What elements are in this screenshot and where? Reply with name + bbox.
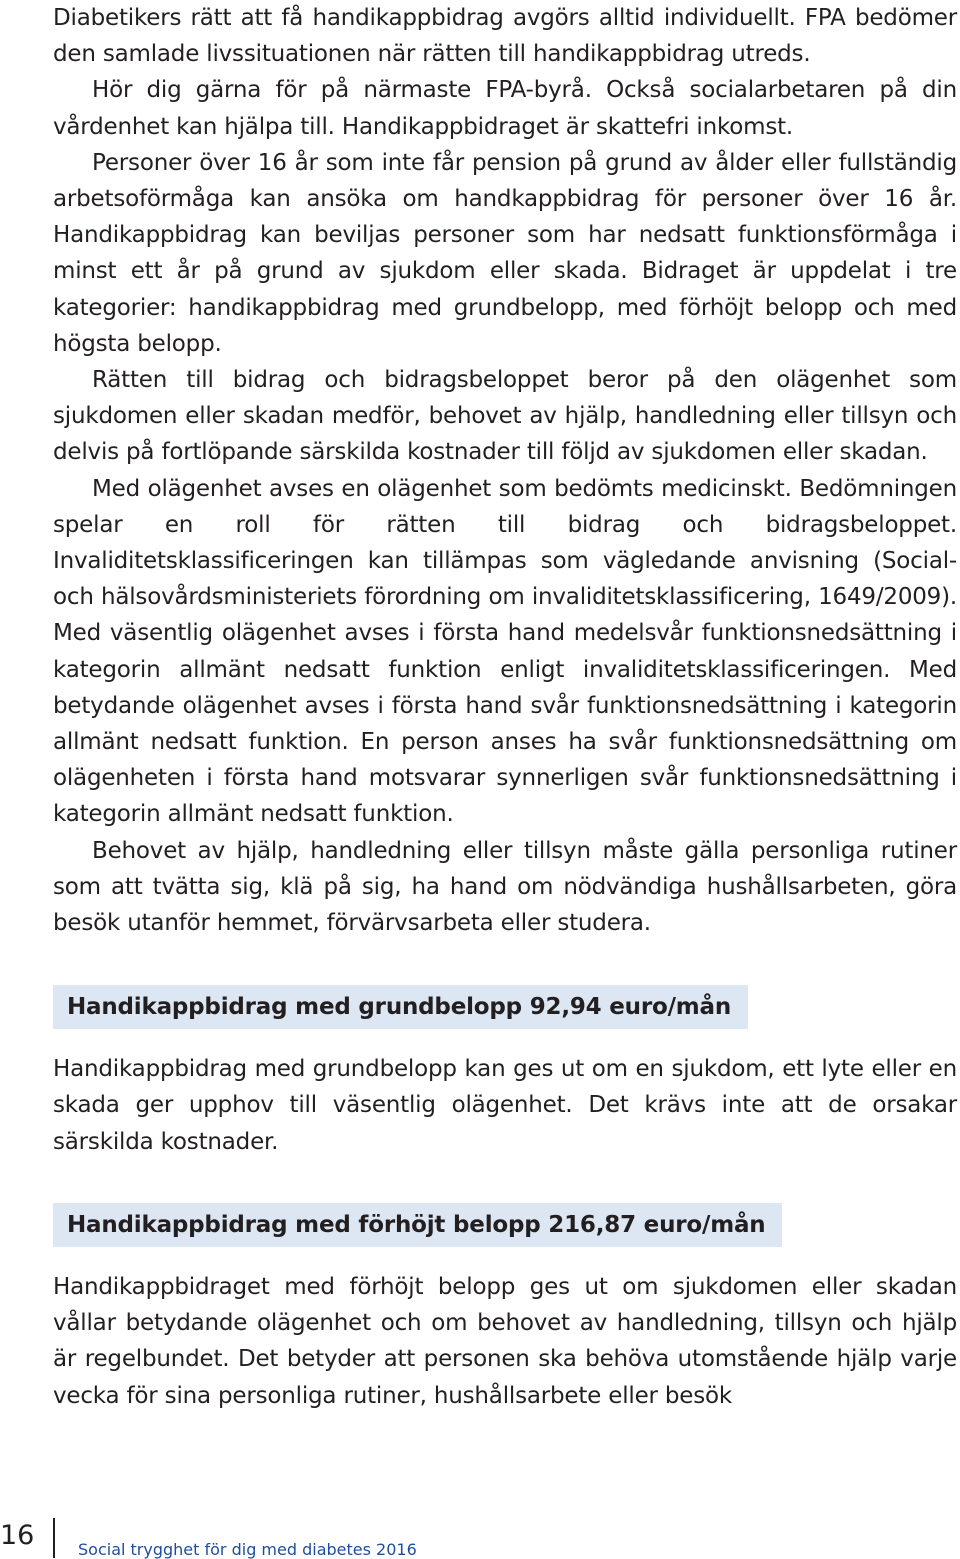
- publication-title: Social trygghet för dig med diabetes 2016: [78, 1540, 417, 1559]
- document-body: [53, 0, 957, 1414]
- section-heading-basic-amount: Handikappbidrag med grundbelopp 92,94 euro/mån: [53, 985, 748, 1029]
- paragraph: Diabetikers rätt att få handikappbidrag avgörs alltid individuellt. FPA bedömer den samlade livssituationen när rätten till handikappbidrag utreds.: [53, 5, 957, 68]
- section-heading-increased-amount: Handikappbidrag med förhöjt belopp 216,87 euro/mån: [53, 1203, 782, 1247]
- paragraph: Rätten till bidrag och bidragsbeloppet beror på den olägenhet som sjukdomen eller skadan medför, behovet av hjälp, handledning eller tillsyn och delvis på fortlöpande särskilda kostnader till följd av sjukdomen eller skadan.: [53, 367, 957, 466]
- intro-paragraphs: [53, 0, 957, 941]
- paragraph: Hör dig gärna för på närmaste FPA-byrå. Också socialarbetaren på din vårdenhet kan hjälpa till. Handikappbidraget är skattefri inkomst.: [53, 77, 957, 140]
- section-text-increased-amount: Handikappbidraget med förhöjt belopp ges ut om sjukdomen eller skadan vållar betydande olägenhet och om behovet av handledning, tillsyn och hjälp är regelbundet. Det betyder att personen ska behöva utomstående hjälp varje vecka för sina personliga rutiner, hushållsarbete eller besök: [53, 1273, 957, 1409]
- page-footer: [0, 1518, 960, 1558]
- paragraph: Med olägenhet avses en olägenhet som bedömts medicinskt. Bedömningen spelar en roll för rätten till bidrag och bidragsbeloppet. Invaliditetsklassificeringen kan tillämpas som vägledande anvisning (Social- och hälsovårdsministeriets förordning om invaliditetsklassificering, 1649/2009). Med väsentlig olägenhet avses i första hand medelsvår funktionsnedsättning i kategorin allmänt nedsatt funktion enligt invaliditetsklassificeringen. Med betydande olägenhet avses i första hand svår funktionsnedsättning i kategorin allmänt nedsatt funktion. En person anses ha svår funktionsnedsättning om olägenheten i första hand motsvarar synnerligen svår funktionsnedsättning i kategorin allmänt nedsatt funktion.: [53, 475, 957, 828]
- page-number: 16: [0, 1520, 35, 1551]
- section-text-basic-amount: Handikappbidrag med grundbelopp kan ges ut om en sjukdom, ett lyte eller en skada ger upphov till väsentlig olägenhet. Det krävs inte att de orsakar särskilda kostnader.: [53, 1056, 957, 1155]
- paragraph: Personer över 16 år som inte får pension på grund av ålder eller fullständig arbetsoförmåga kan ansöka om handkappbidrag för personer över 16 år. Handikappbidrag kan beviljas personer som har nedsatt funktionsförmåga i minst ett år på grund av sjukdom eller skada. Bidraget är uppdelat i tre kategorier: handikappbidrag med grundbelopp, med förhöjt belopp och med högsta belopp.: [53, 149, 957, 357]
- paragraph: Behovet av hjälp, handledning eller tillsyn måste gälla personliga rutiner som att tvätta sig, klä på sig, ha hand om nödvändiga hushållsarbeten, göra besök utanför hemmet, förvärvsarbeta eller studera.: [53, 837, 957, 937]
- footer-divider: [53, 1518, 55, 1558]
